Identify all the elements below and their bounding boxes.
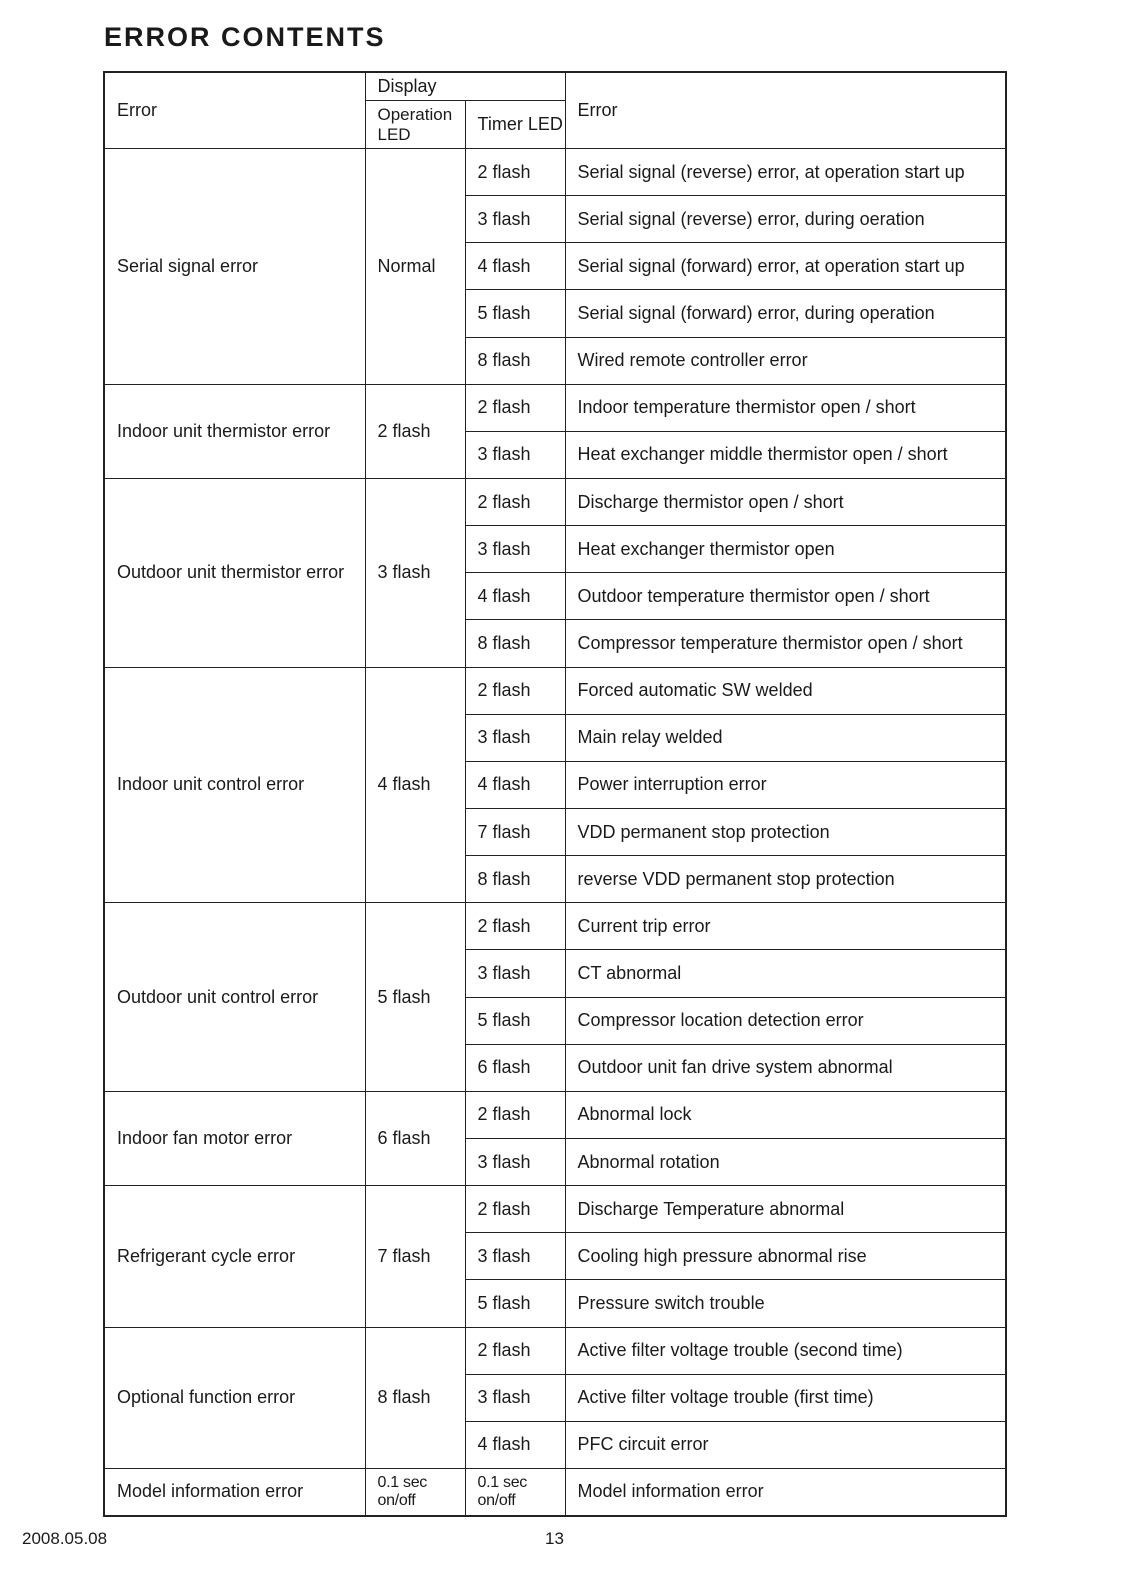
table-row xyxy=(104,903,1006,950)
error-detail: Serial signal (forward) error, at operation start up xyxy=(565,243,1006,290)
error-detail: Wired remote controller error xyxy=(565,337,1006,384)
timer-led-value: 2 flash xyxy=(465,1186,565,1233)
header-error: Error xyxy=(104,72,365,149)
table-row xyxy=(104,149,1006,196)
error-detail: Model information error xyxy=(565,1468,1006,1515)
timer-led-value: 3 flash xyxy=(465,526,565,573)
timer-led-value: 3 flash xyxy=(465,196,565,243)
error-detail: Discharge thermistor open / short xyxy=(565,478,1006,525)
timer-led-value: 3 flash xyxy=(465,1374,565,1421)
timer-led-value: 3 flash xyxy=(465,950,565,997)
error-detail: Heat exchanger thermistor open xyxy=(565,526,1006,573)
timer-led-value: 7 flash xyxy=(465,808,565,855)
timer-led-value: 3 flash xyxy=(465,1233,565,1280)
error-detail: Discharge Temperature abnormal xyxy=(565,1186,1006,1233)
operation-led-value: 7 flash xyxy=(365,1186,465,1327)
operation-led-value: 8 flash xyxy=(365,1327,465,1468)
table-body xyxy=(104,149,1006,1516)
timer-led-value: 0.1 sec on/off xyxy=(465,1468,565,1515)
error-detail: Pressure switch trouble xyxy=(565,1280,1006,1327)
error-detail: Active filter voltage trouble (first time) xyxy=(565,1374,1006,1421)
timer-led-value: 2 flash xyxy=(465,478,565,525)
error-detail: Serial signal (reverse) error, at operation start up xyxy=(565,149,1006,196)
operation-led-value: 5 flash xyxy=(365,903,465,1092)
table-row xyxy=(104,478,1006,525)
header-error-detail: Error xyxy=(565,72,1006,149)
error-group-name: Outdoor unit thermistor error xyxy=(104,478,365,667)
error-group-name: Optional function error xyxy=(104,1327,365,1468)
timer-led-value: 3 flash xyxy=(465,1138,565,1185)
error-group-name: Refrigerant cycle error xyxy=(104,1186,365,1327)
page-number: 13 xyxy=(545,1529,564,1548)
timer-led-value: 4 flash xyxy=(465,573,565,620)
timer-led-value: 2 flash xyxy=(465,149,565,196)
timer-led-value: 8 flash xyxy=(465,856,565,903)
error-detail: Outdoor unit fan drive system abnormal xyxy=(565,1044,1006,1091)
timer-led-value: 5 flash xyxy=(465,290,565,337)
table-row xyxy=(104,1468,1006,1515)
error-group-name: Outdoor unit control error xyxy=(104,903,365,1092)
error-detail: PFC circuit error xyxy=(565,1421,1006,1468)
header-timer-led: Timer LED xyxy=(465,101,565,149)
timer-led-value: 4 flash xyxy=(465,761,565,808)
timer-led-value: 2 flash xyxy=(465,384,565,431)
error-detail: reverse VDD permanent stop protection xyxy=(565,856,1006,903)
timer-led-value: 2 flash xyxy=(465,1091,565,1138)
table-row xyxy=(104,1327,1006,1374)
operation-led-value: 4 flash xyxy=(365,667,465,903)
footer-date: 2008.05.08 xyxy=(22,1529,108,1548)
error-group-name: Serial signal error xyxy=(104,149,365,385)
operation-led-value: 0.1 sec on/off xyxy=(365,1468,465,1515)
table-header xyxy=(104,72,1006,149)
error-detail: Serial signal (reverse) error, during oeration xyxy=(565,196,1006,243)
error-group-name: Model information error xyxy=(104,1468,365,1515)
error-detail: Heat exchanger middle thermistor open / short xyxy=(565,431,1006,478)
error-detail: Active filter voltage trouble (second time) xyxy=(565,1327,1006,1374)
header-operation-led: Operation LED xyxy=(365,101,465,149)
error-group-name: Indoor fan motor error xyxy=(104,1091,365,1185)
error-group-name: Indoor unit control error xyxy=(104,667,365,903)
error-detail: Abnormal rotation xyxy=(565,1138,1006,1185)
timer-led-value: 5 flash xyxy=(465,997,565,1044)
header-display: Display xyxy=(365,72,565,101)
error-detail: Serial signal (forward) error, during operation xyxy=(565,290,1006,337)
timer-led-value: 3 flash xyxy=(465,431,565,478)
timer-led-value: 2 flash xyxy=(465,667,565,714)
error-detail: Outdoor temperature thermistor open / short xyxy=(565,573,1006,620)
timer-led-value: 3 flash xyxy=(465,714,565,761)
error-detail: VDD permanent stop protection xyxy=(565,808,1006,855)
timer-led-value: 2 flash xyxy=(465,903,565,950)
table-row xyxy=(104,1186,1006,1233)
timer-led-value: 6 flash xyxy=(465,1044,565,1091)
error-detail: Abnormal lock xyxy=(565,1091,1006,1138)
error-detail: CT abnormal xyxy=(565,950,1006,997)
operation-led-value: Normal xyxy=(365,149,465,385)
error-detail: Cooling high pressure abnormal rise xyxy=(565,1233,1006,1280)
error-detail: Indoor temperature thermistor open / short xyxy=(565,384,1006,431)
error-detail: Power interruption error xyxy=(565,761,1006,808)
timer-led-value: 8 flash xyxy=(465,620,565,667)
operation-led-value: 2 flash xyxy=(365,384,465,478)
table-row xyxy=(104,384,1006,431)
table-row xyxy=(104,1091,1006,1138)
operation-led-value: 3 flash xyxy=(365,478,465,667)
timer-led-value: 8 flash xyxy=(465,337,565,384)
error-group-name: Indoor unit thermistor error xyxy=(104,384,365,478)
timer-led-value: 4 flash xyxy=(465,243,565,290)
timer-led-value: 4 flash xyxy=(465,1421,565,1468)
error-detail: Compressor location detection error xyxy=(565,997,1006,1044)
page-title: ERROR CONTENTS xyxy=(104,22,386,52)
error-table xyxy=(103,71,1007,1517)
error-detail: Forced automatic SW welded xyxy=(565,667,1006,714)
operation-led-value: 6 flash xyxy=(365,1091,465,1185)
timer-led-value: 2 flash xyxy=(465,1327,565,1374)
table-row xyxy=(104,667,1006,714)
error-detail: Current trip error xyxy=(565,903,1006,950)
timer-led-value: 5 flash xyxy=(465,1280,565,1327)
error-detail: Main relay welded xyxy=(565,714,1006,761)
error-detail: Compressor temperature thermistor open / short xyxy=(565,620,1006,667)
